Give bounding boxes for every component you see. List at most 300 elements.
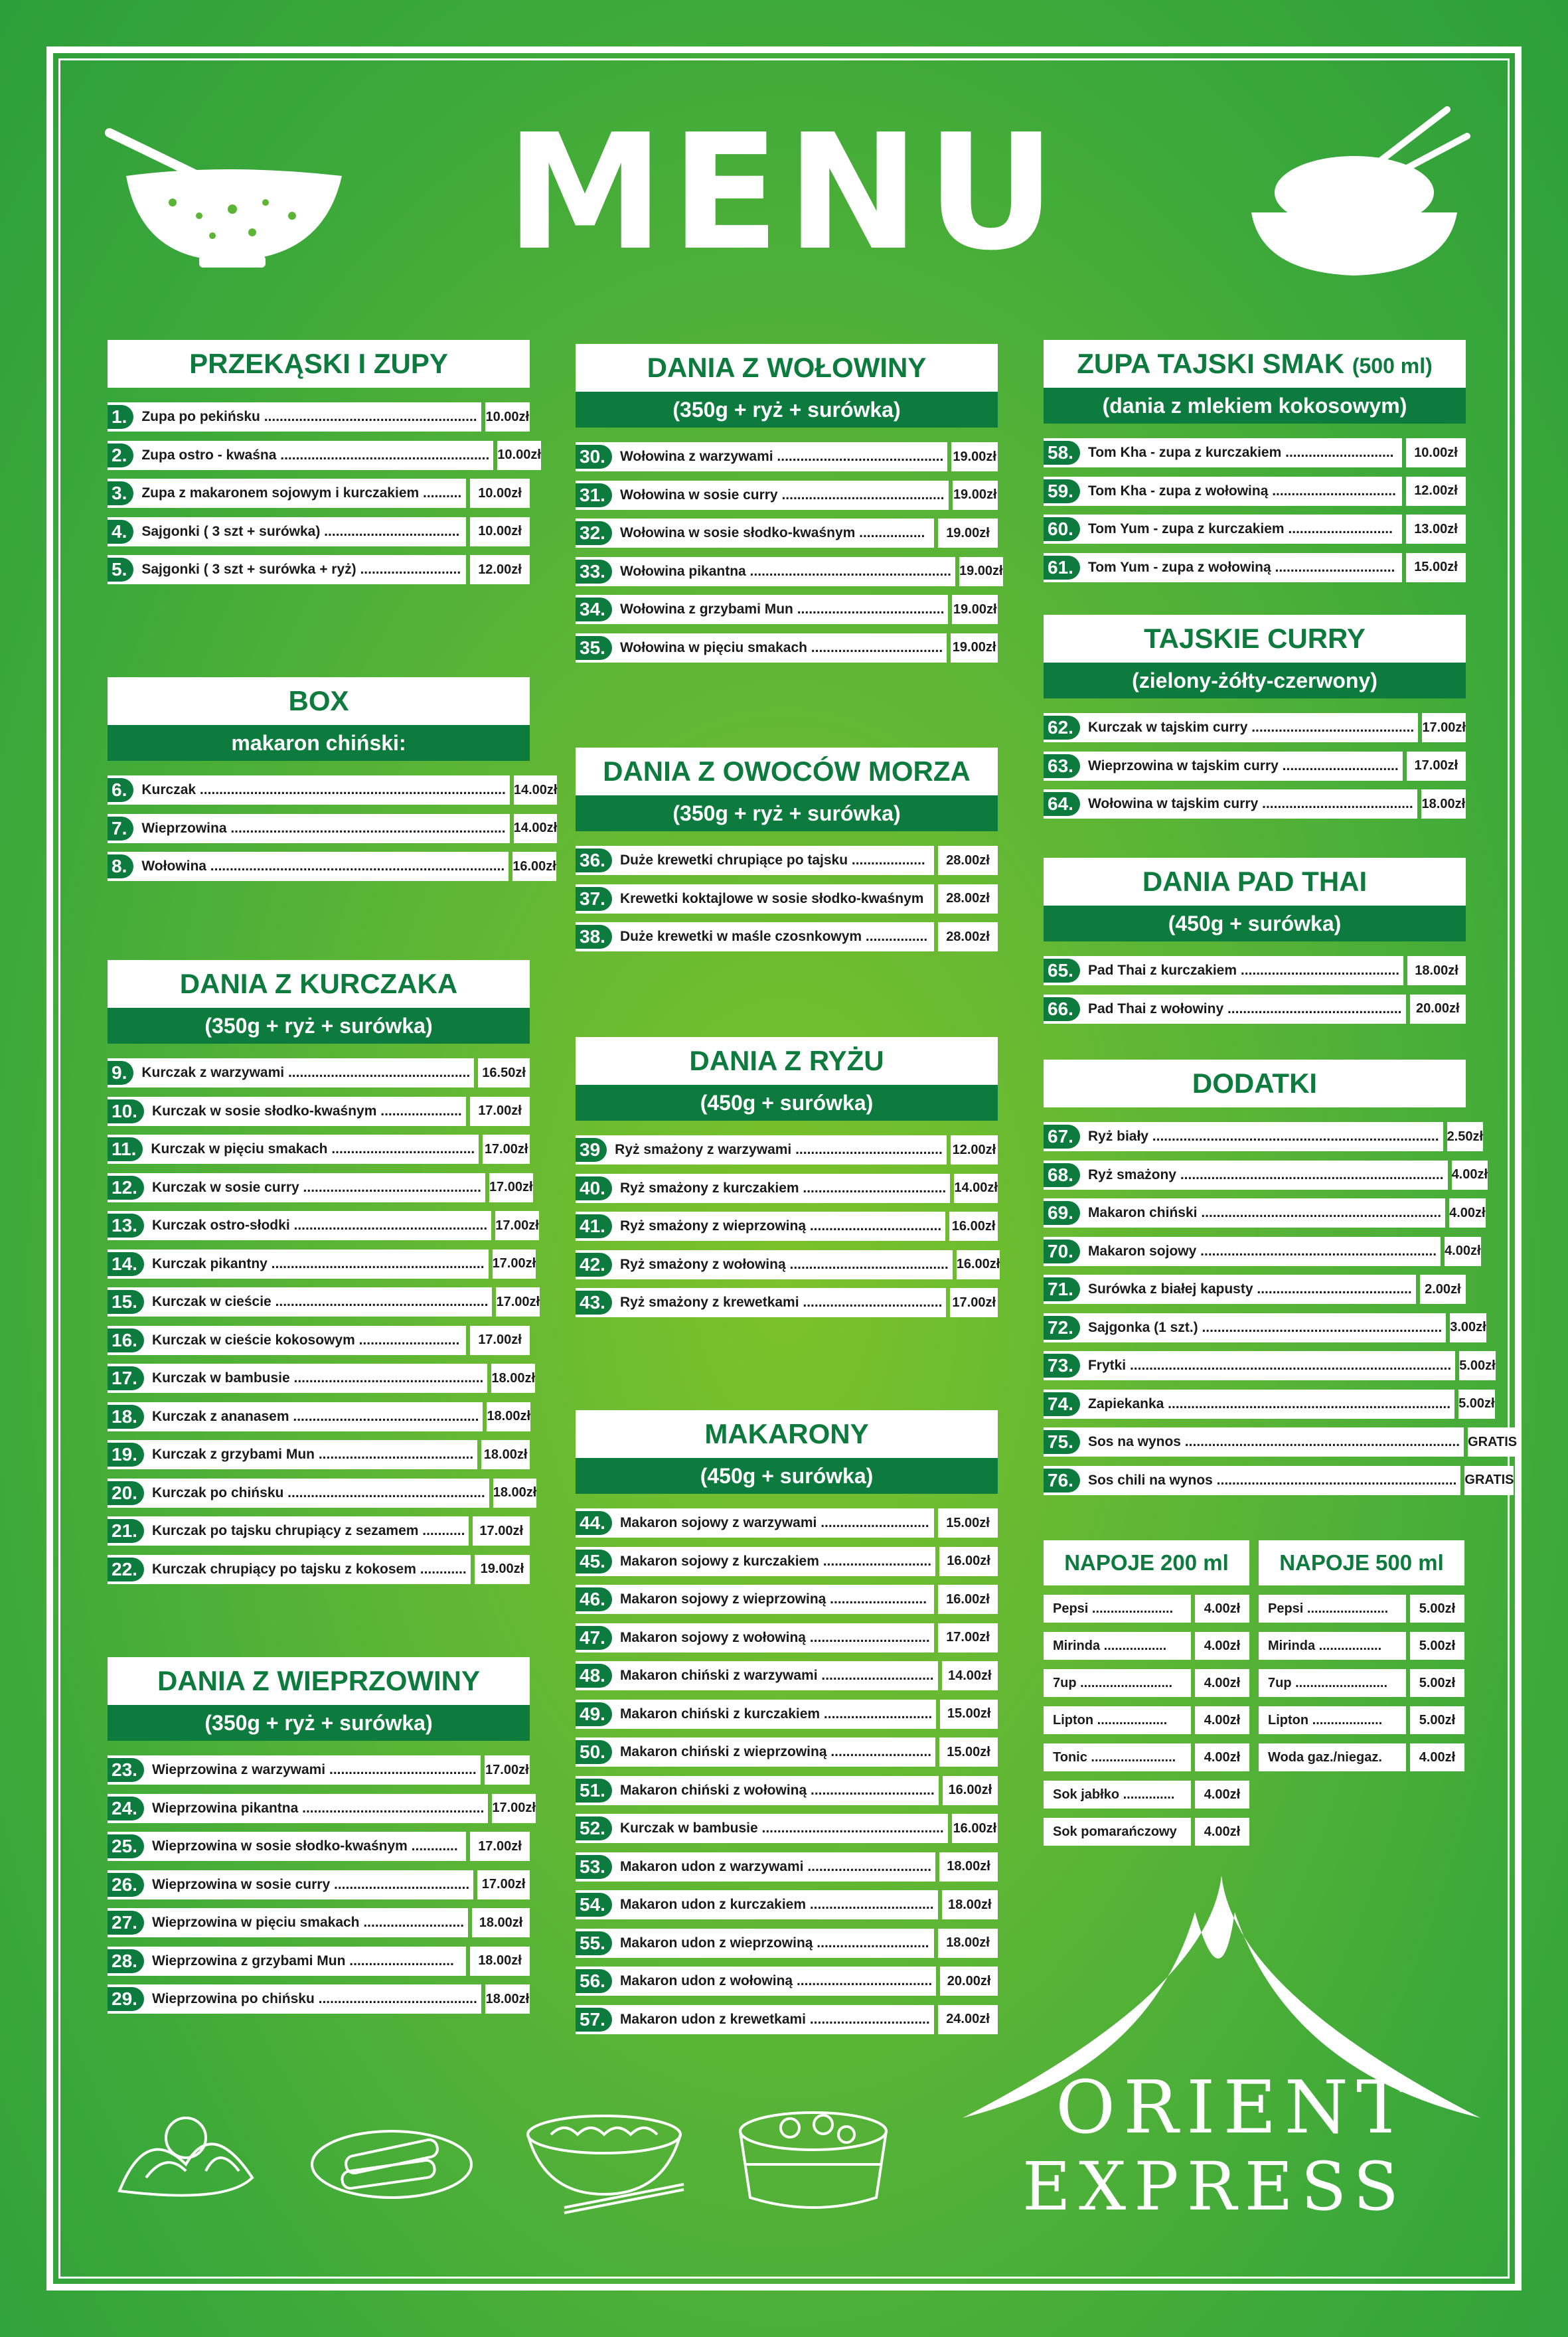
menu-item-name: Makaron sojowy z wieprzowiną ......................... (619, 1591, 927, 1607)
section-przekaski (108, 340, 541, 594)
section-subtitle: (450g + surówka) (1044, 906, 1466, 941)
menu-item-row (108, 1555, 530, 1584)
menu-item-number: 43. (576, 1291, 612, 1315)
menu-item-name-cell (108, 1755, 481, 1785)
menu-item-row (1044, 1466, 1514, 1495)
menu-item-number: 2. (108, 443, 133, 467)
drink-price: 4.00zł (1195, 1781, 1249, 1809)
menu-item-row (1044, 477, 1466, 506)
menu-item-name: Wołowina w pięciu smakach .................................. (619, 639, 943, 655)
section-box (108, 677, 558, 890)
menu-item-name: Makaron sojowy z warzywami ............................ (619, 1515, 929, 1530)
menu-item-price: 10.00zł (470, 517, 530, 546)
menu-item-price: 16.50zł (478, 1058, 530, 1088)
menu-item-row (108, 852, 556, 881)
menu-item-name: Ryż smażony .................................................................... (1087, 1167, 1444, 1182)
menu-item-row (576, 1776, 998, 1805)
menu-item-name-cell (576, 884, 934, 914)
menu-item-row (576, 1547, 998, 1576)
menu-item-name: Kurczak w bambusie ................................................. (151, 1370, 484, 1386)
menu-item-number: 35. (576, 636, 612, 660)
menu-item-number: 23. (108, 1758, 144, 1782)
menu-item-name: Kurczak w pięciu smakach ..................................... (151, 1141, 475, 1157)
menu-item-number: 30. (576, 445, 612, 469)
menu-item-number: 58. (1044, 441, 1080, 465)
menu-item-price: 18.00zł (1407, 956, 1466, 985)
section-subtitle: (350g + ryż + surówka) (576, 795, 998, 831)
menu-item-number: 9. (108, 1061, 133, 1085)
menu-item-price: 19.00zł (952, 595, 998, 624)
menu-item-row (108, 1516, 530, 1546)
menu-item-name: Kurczak ............................................................................... (141, 782, 506, 797)
menu-item-number: 21. (108, 1519, 144, 1543)
menu-item-price: 5.00zł (1459, 1351, 1495, 1380)
drink-name: Pepsi ...................... (1259, 1595, 1406, 1623)
menu-item-name-cell (108, 555, 466, 584)
menu-item-number: 38. (576, 925, 612, 949)
menu-item-price: 10.00zł (497, 441, 541, 470)
menu-item-number: 69. (1044, 1201, 1080, 1225)
menu-item-name-cell (108, 1794, 488, 1823)
menu-item-name: Wieprzowina w sosie słodko-kwaśnym ............ (151, 1838, 458, 1854)
menu-item-price: 19.00zł (953, 481, 998, 510)
menu-item-row (1044, 1427, 1518, 1457)
menu-item-row (108, 775, 558, 805)
menu-item-name: Makaron udon z wieprzowiną ............................. (619, 1935, 929, 1951)
menu-item-number: 45. (576, 1550, 612, 1573)
menu-item-name-cell (1044, 995, 1406, 1024)
menu-item-name: Sajgonki ( 3 szt + surówka + ryż) .......................... (141, 562, 461, 577)
menu-item-row (108, 1947, 530, 1976)
menu-item-number: 71. (1044, 1277, 1080, 1301)
menu-item-row (108, 1326, 530, 1355)
menu-item-number: 1. (108, 405, 133, 429)
menu-item-name-cell (1044, 956, 1403, 985)
menu-item-number: 66. (1044, 997, 1080, 1021)
menu-item-number: 28. (108, 1949, 144, 1973)
menu-item-price: 18.00zł (470, 1947, 530, 1976)
menu-item-price: 18.00zł (481, 1440, 530, 1469)
menu-item-name-cell (108, 1135, 479, 1164)
menu-item-number: 54. (576, 1893, 612, 1917)
drink-name: Tonic ....................... (1044, 1743, 1191, 1771)
section-title: DANIA Z WOŁOWINY (576, 344, 998, 392)
menu-item-number: 10. (108, 1099, 144, 1123)
menu-item-name-cell (576, 1623, 934, 1652)
menu-item-price: 17.00zł (938, 1623, 998, 1652)
menu-item-number: 12. (108, 1176, 144, 1200)
menu-item-row (576, 1814, 998, 1843)
drink-price: 5.00zł (1410, 1669, 1464, 1697)
menu-item-row (1044, 1198, 1486, 1228)
menu-item-name-cell (108, 1287, 492, 1317)
menu-item-price: 17.00zł (495, 1211, 539, 1240)
menu-item-number: 11. (108, 1137, 143, 1161)
menu-item-price: 14.00zł (514, 775, 558, 805)
menu-item-price: 17.00zł (470, 1097, 530, 1126)
section-subtitle: (350g + ryż + surówka) (576, 392, 998, 428)
menu-item-name: Tom Kha - zupa z wołowiną ................................ (1087, 483, 1396, 499)
menu-item-row (576, 922, 998, 951)
drink-name: Pepsi ...................... (1044, 1595, 1191, 1623)
menu-item-row (108, 1135, 530, 1164)
section-subtitle: (350g + ryż + surówka) (108, 1705, 530, 1741)
menu-item-row (108, 555, 530, 584)
menu-item-price: GRATIS (1468, 1427, 1517, 1457)
menu-item-row (108, 1984, 530, 2014)
menu-item-name: Ryż smażony z wieprzowiną .................................. (619, 1218, 942, 1234)
menu-item-row (108, 1402, 530, 1431)
menu-item-name: Ryż smażony z wołowiną ......................................... (619, 1256, 949, 1272)
menu-item-price: 17.00zł (470, 1326, 530, 1355)
menu-item-price: 17.00zł (483, 1135, 530, 1164)
menu-item-row (576, 1623, 998, 1652)
menu-item-row (576, 1852, 998, 1882)
menu-item-price: 28.00zł (938, 846, 998, 875)
menu-item-number: 52. (576, 1816, 612, 1840)
menu-item-name: Wieprzowina z warzywami ...................................... (151, 1762, 477, 1777)
menu-item-number: 41. (576, 1214, 612, 1238)
drink-name: Woda gaz./niegaz. (1259, 1743, 1406, 1771)
menu-item-name-cell (1044, 789, 1417, 819)
section-curry (1044, 615, 1466, 828)
menu-item-price: 19.00zł (938, 519, 998, 548)
menu-item-name-cell (108, 517, 466, 546)
menu-item-name-cell (576, 1737, 935, 1767)
menu-item-name: Zupa ostro - kwaśna ...................................................... (141, 447, 490, 463)
menu-item-name-cell (576, 1212, 945, 1241)
menu-item-price: 17.00zł (470, 1832, 530, 1861)
menu-item-row (108, 1755, 530, 1785)
menu-item-price: 2.00zł (1420, 1275, 1466, 1304)
menu-item-name: Ryż smażony z krewetkami .................................... (619, 1295, 943, 1310)
menu-item-price: 19.00zł (475, 1555, 530, 1584)
menu-item-name-cell (576, 922, 934, 951)
menu-item-row (108, 1287, 540, 1317)
menu-item-number: 60. (1044, 517, 1080, 541)
section-owoce-morza (576, 748, 998, 961)
menu-item-row (108, 1794, 536, 1823)
drink-row (1044, 1743, 1249, 1771)
section-dodatki (1044, 1060, 1518, 1504)
menu-item-row (1044, 752, 1466, 781)
menu-item-number: 63. (1044, 754, 1080, 778)
menu-item-name-cell (576, 846, 934, 875)
menu-item-number: 70. (1044, 1240, 1080, 1263)
menu-item-row (1044, 1122, 1484, 1151)
menu-item-name: Makaron chiński z wołowiną ................................ (619, 1782, 935, 1798)
menu-item-number: 42. (576, 1253, 612, 1277)
menu-item-number: 25. (108, 1834, 144, 1858)
drink-name: Lipton ................... (1044, 1706, 1191, 1734)
menu-item-price: 20.00zł (1410, 995, 1466, 1024)
menu-item-row (576, 633, 998, 663)
menu-item-price: 15.00zł (940, 1700, 998, 1729)
menu-item-name-cell (108, 1211, 491, 1240)
menu-item-price: 12.00zł (951, 1135, 998, 1165)
menu-item-number: 67. (1044, 1125, 1080, 1149)
drink-row (1044, 1669, 1249, 1697)
menu-item-name: Zupa po pekińsku ....................................................... (141, 409, 477, 424)
menu-item-price: 16.00zł (952, 1814, 998, 1843)
menu-item-row (576, 1585, 998, 1614)
menu-item-name-cell (1044, 1198, 1445, 1228)
menu-item-name: Wołowina w sosie słodko-kwaśnym ................. (619, 525, 925, 540)
menu-item-name-cell (1044, 438, 1402, 467)
menu-item-price: 10.00zł (485, 402, 530, 432)
menu-item-name: Zupa z makaronem sojowym i kurczakiem .......... (141, 485, 462, 501)
menu-item-price: 15.00zł (1406, 553, 1466, 582)
menu-item-name-cell (576, 1547, 935, 1576)
menu-item-number: 31. (576, 483, 612, 507)
menu-item-row (108, 1440, 530, 1469)
section-title: DANIA Z WIEPRZOWINY (108, 1657, 530, 1705)
menu-item-name: Makaron chiński z kurczakiem ............................ (619, 1706, 933, 1722)
section-ryz (576, 1037, 998, 1327)
menu-item-price: 28.00zł (938, 884, 998, 914)
menu-item-name-cell (576, 1700, 936, 1729)
menu-item-name: Kurczak z ananasem ................................................ (151, 1408, 479, 1424)
menu-item-price: 28.00zł (938, 922, 998, 951)
menu-item-price: 12.00zł (470, 555, 530, 584)
menu-item-name: Kurczak z grzybami Mun ........................................ (151, 1447, 474, 1462)
menu-item-name: Krewetki koktajlowe w sosie słodko-kwaśnym (619, 890, 924, 906)
drink-row (1044, 1632, 1249, 1660)
section-subtitle: (dania z mlekiem kokosowym) (1044, 388, 1466, 424)
menu-item-row (108, 402, 530, 432)
menu-item-name-cell (576, 1929, 934, 1958)
menu-item-number: 5. (108, 558, 133, 582)
menu-item-name: Wołowina ............................................................................ (141, 858, 505, 874)
menu-item-name: Makaron sojowy z kurczakiem ............................ (619, 1553, 932, 1569)
menu-item-row (576, 884, 998, 914)
menu-item-name: Makaron sojowy z wołowiną ............................... (619, 1629, 930, 1645)
menu-item-row (576, 1288, 998, 1317)
menu-item-row (576, 1250, 998, 1279)
menu-item-row (108, 1173, 533, 1202)
item-list (1044, 1122, 1518, 1495)
menu-item-name-cell (576, 1967, 936, 1996)
menu-item-price: 4.00zł (1452, 1161, 1488, 1190)
drink-name: Sok jabłko .............. (1044, 1781, 1191, 1809)
menu-item-price: 18.00zł (938, 1929, 998, 1958)
menu-item-name: Kurczak w cieście kokosowym .......................... (151, 1332, 460, 1348)
menu-item-name: Wieprzowina w tajskim curry .............................. (1087, 758, 1399, 773)
menu-item-number: 53. (576, 1855, 612, 1879)
menu-item-row (1044, 1313, 1486, 1342)
menu-item-row (576, 1508, 998, 1538)
section-subtitle: (450g + surówka) (576, 1458, 998, 1494)
menu-item-price: 20.00zł (940, 1967, 998, 1996)
section-title-size: (500 ml) (1352, 354, 1433, 378)
menu-item-name: Ryż biały .......................................................................... (1087, 1129, 1439, 1144)
menu-item-number: 32. (576, 521, 612, 545)
menu-item-name: Ryż smażony z kurczakiem ..................................... (619, 1180, 947, 1196)
menu-item-price: 17.00zł (489, 1173, 533, 1202)
menu-item-name-cell (576, 1174, 950, 1203)
drink-name: Lipton ................... (1259, 1706, 1406, 1734)
section-title: DANIA Z KURCZAKA (108, 960, 530, 1008)
menu-item-row (1044, 515, 1466, 544)
menu-item-name: Kurczak po tajsku chrupiący z sezamem ........... (151, 1523, 465, 1538)
drink-name: 7up ......................... (1044, 1669, 1191, 1697)
menu-item-row (1044, 1275, 1466, 1304)
menu-item-name-cell (108, 1555, 471, 1584)
menu-item-row (576, 557, 1003, 586)
menu-item-number: 65. (1044, 959, 1080, 983)
menu-item-number: 46. (576, 1587, 612, 1611)
menu-item-name: Kurczak z warzywami ............................................... (141, 1065, 471, 1080)
menu-item-name: Kurczak w cieście ....................................................... (151, 1294, 489, 1309)
menu-item-name-cell (108, 1173, 485, 1202)
menu-item-name: Surówka z białej kapusty ........................................ (1087, 1281, 1412, 1297)
menu-item-row (576, 1929, 998, 1958)
item-list (576, 442, 1003, 663)
menu-item-name: Sos na wynos ....................................................................... (1087, 1434, 1460, 1449)
menu-item-row (576, 442, 998, 471)
menu-item-name-cell (108, 1947, 466, 1976)
menu-item-number: 59. (1044, 479, 1080, 503)
menu-item-number: 33. (576, 560, 612, 584)
drink-row (1044, 1595, 1249, 1623)
menu-item-name: Makaron udon z kurczakiem ................................ (619, 1897, 934, 1912)
menu-item-price: 19.00zł (951, 633, 998, 663)
menu-item-price: 14.00zł (942, 1661, 998, 1690)
menu-item-row (576, 481, 998, 510)
menu-item-price: 18.00zł (487, 1402, 530, 1431)
menu-item-price: 13.00zł (1406, 515, 1466, 544)
menu-item-name: Wieprzowina w pięciu smakach .......................... (151, 1915, 465, 1930)
menu-item-price: 12.00zł (1406, 477, 1466, 506)
item-list (108, 775, 558, 881)
menu-item-number: 55. (576, 1931, 612, 1955)
menu-item-name: Makaron udon z wołowiną ................................... (619, 1973, 933, 1988)
menu-item-price: 17.00zł (493, 1249, 536, 1279)
drink-price: 4.00zł (1195, 1706, 1249, 1734)
menu-item-name: Duże krewetki w maśle czosnkowym ................ (619, 929, 928, 944)
menu-item-price: 17.00zł (485, 1755, 530, 1785)
menu-item-name: Duże krewetki chrupiące po tajsku ................... (619, 852, 925, 868)
menu-item-name-cell (108, 1097, 466, 1126)
menu-item-row (108, 1870, 530, 1899)
menu-item-price: 18.00zł (939, 1852, 998, 1882)
drink-price: 4.00zł (1195, 1595, 1249, 1623)
menu-item-name-cell (576, 1852, 935, 1882)
drink-price: 4.00zł (1195, 1818, 1249, 1846)
menu-item-row (576, 1212, 998, 1241)
menu-item-name-cell (1044, 752, 1403, 781)
menu-item-price: 16.00zł (938, 1585, 998, 1614)
menu-item-row (576, 1700, 998, 1729)
menu-item-row (576, 846, 998, 875)
menu-item-name-cell (108, 1479, 489, 1508)
menu-item-number: 16. (108, 1329, 144, 1352)
logo-express: EXPRESS (1022, 2148, 1407, 2225)
menu-item-name-cell (108, 402, 481, 432)
menu-item-number: 68. (1044, 1163, 1080, 1187)
menu-item-name: Makaron chiński .............................................................. (1087, 1205, 1442, 1220)
menu-item-row (1044, 789, 1466, 819)
menu-item-price: 18.00zł (1421, 789, 1466, 819)
drink-list (1044, 1595, 1249, 1846)
drink-row (1259, 1669, 1464, 1697)
menu-item-name: Wołowina w sosie curry .......................................... (619, 487, 945, 503)
menu-item-row (576, 1661, 998, 1690)
menu-item-row (1044, 713, 1466, 742)
section-title: NAPOJE 500 ml (1259, 1540, 1464, 1585)
menu-item-number: 3. (108, 481, 133, 505)
menu-item-row (1044, 956, 1466, 985)
drink-row (1259, 1706, 1464, 1734)
section-napoje-200 (1044, 1540, 1249, 1846)
menu-item-name-cell (576, 1135, 947, 1165)
menu-item-name-cell (1044, 515, 1402, 544)
menu-item-price: 4.00zł (1445, 1237, 1480, 1266)
dumplings-icon (106, 2098, 279, 2211)
menu-item-name-cell (1044, 713, 1418, 742)
menu-item-name: Kurczak chrupiący po tajsku z kokosem ............ (151, 1561, 467, 1577)
item-list (1044, 713, 1466, 819)
section-title: DANIA PAD THAI (1044, 858, 1466, 906)
item-list (1044, 438, 1466, 582)
menu-item-name: Pad Thai z wołowiny ............................................. (1087, 1001, 1402, 1016)
menu-item-name: Kurczak w bambusie ............................................... (619, 1820, 944, 1836)
menu-item-name: Wołowina w tajskim curry ....................................... (1087, 796, 1413, 811)
section-zupa-tajska (1044, 340, 1466, 591)
drink-list (1259, 1595, 1464, 1771)
menu-item-name-cell (576, 633, 947, 663)
menu-item-price: 18.00zł (491, 1364, 535, 1393)
noodle-bowl-icon (518, 2108, 690, 2214)
menu-item-row (576, 519, 998, 548)
menu-item-number: 74. (1044, 1392, 1080, 1416)
item-list (108, 1058, 540, 1584)
section-makarony (576, 1410, 998, 2043)
menu-item-row (108, 517, 530, 546)
menu-item-row (1044, 995, 1466, 1024)
menu-item-name-cell (576, 2005, 934, 2034)
menu-item-name: Tom Yum - zupa z kurczakiem ........................... (1087, 521, 1393, 536)
menu-item-price: 15.00zł (939, 1737, 998, 1767)
menu-item-name: Zapiekanka ......................................................................... (1087, 1396, 1451, 1411)
menu-item-name-cell (108, 1058, 474, 1088)
menu-item-price: 17.00zł (496, 1287, 540, 1317)
menu-item-name-cell (576, 481, 949, 510)
menu-item-name: Kurczak ostro-słodki .................................................. (151, 1218, 488, 1233)
menu-item-name-cell (1044, 1427, 1464, 1457)
menu-item-name: Kurczak w sosie curry .............................................. (151, 1179, 481, 1195)
menu-item-price: 17.00zł (1422, 713, 1466, 742)
menu-item-name: Kurczak w tajskim curry .......................................... (1087, 720, 1415, 735)
menu-item-name-cell (1044, 553, 1402, 582)
menu-item-row (108, 1097, 530, 1126)
menu-item-number: 36. (576, 848, 612, 872)
menu-item-name-cell (576, 1250, 953, 1279)
menu-item-name: Sajgonki ( 3 szt + surówka) ................................... (141, 523, 460, 539)
menu-item-number: 61. (1044, 556, 1080, 580)
item-list (1044, 956, 1466, 1024)
menu-item-price: 16.00zł (957, 1250, 1000, 1279)
item-list (108, 402, 541, 584)
menu-item-number: 44. (576, 1511, 612, 1535)
menu-item-name: Sos chili na wynos .............................................................. (1087, 1472, 1457, 1488)
menu-item-name: Kurczak w sosie słodko-kwaśnym ..................... (151, 1103, 462, 1119)
section-subtitle: makaron chiński: (108, 725, 530, 761)
menu-item-price: 18.00zł (472, 1908, 530, 1937)
menu-item-price: 2.50zł (1447, 1122, 1483, 1151)
menu-item-name-cell (576, 595, 948, 624)
menu-item-price: 19.00zł (959, 557, 1003, 586)
